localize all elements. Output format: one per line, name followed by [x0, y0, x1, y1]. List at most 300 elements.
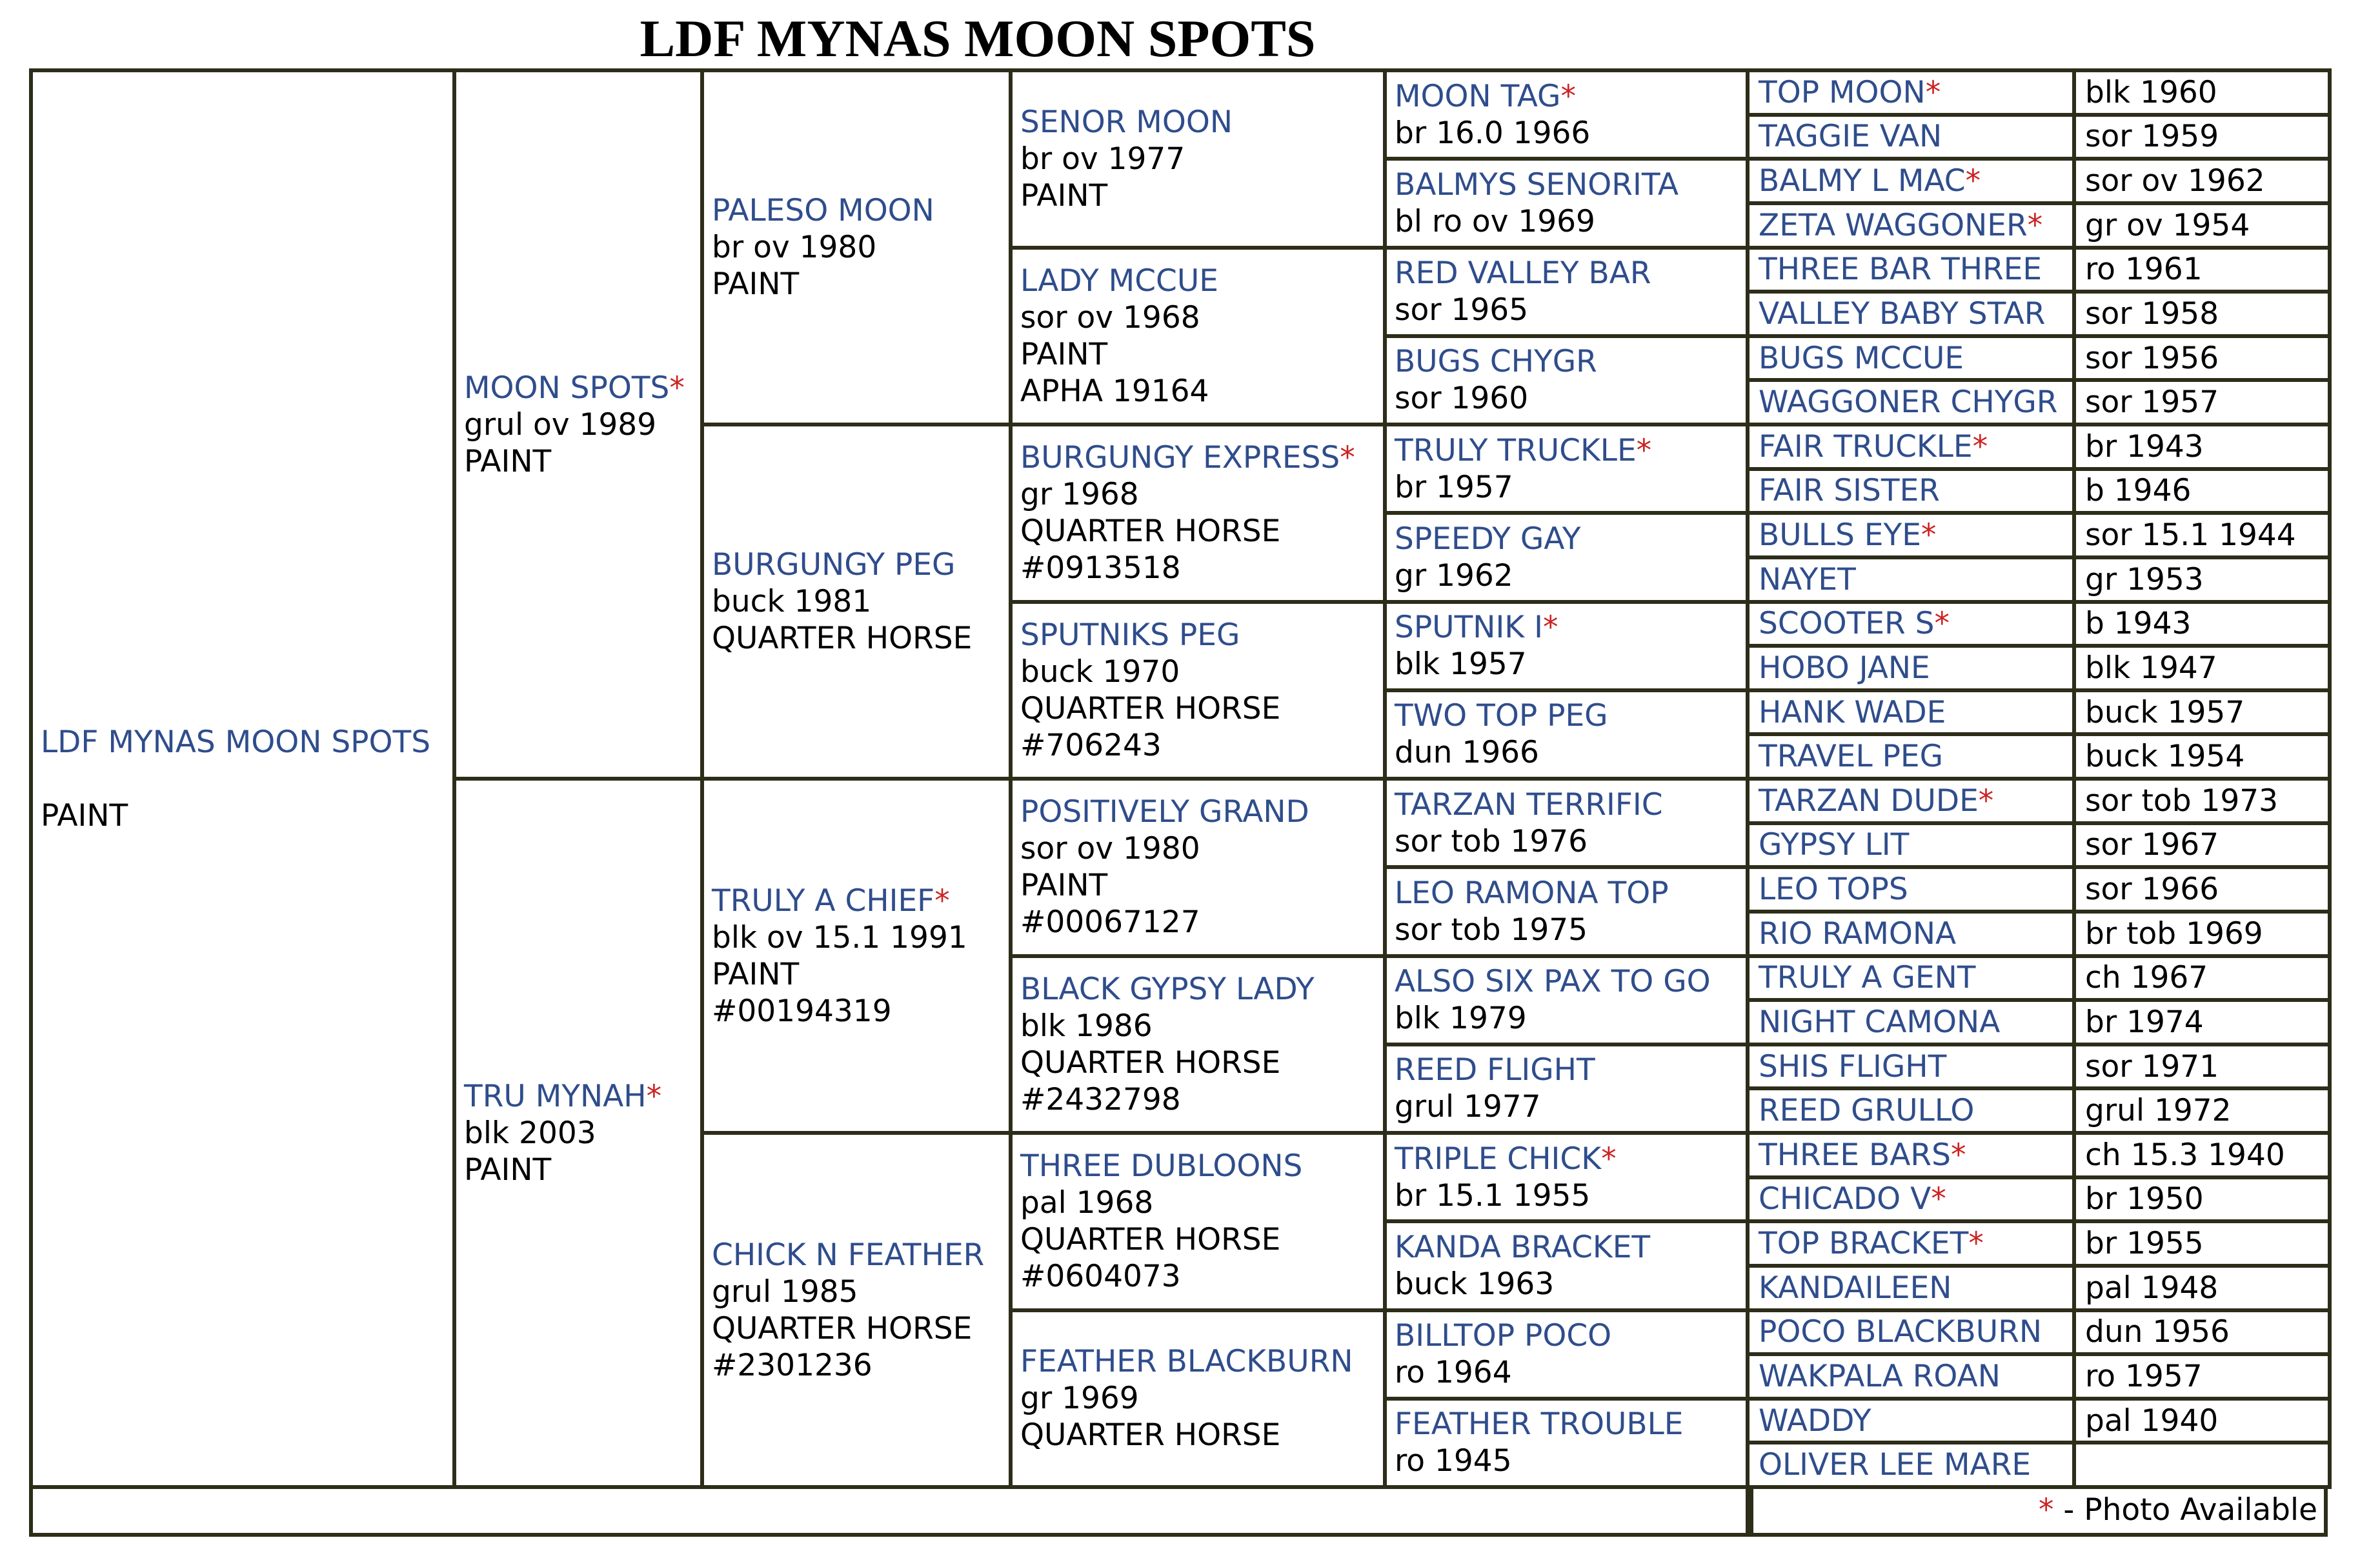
horse-detail-line: grul ov 1989: [464, 406, 657, 443]
horse-name: [1759, 472, 2068, 509]
pedigree-cell: [1746, 1175, 2080, 1224]
horse-name: [464, 370, 696, 406]
horse-name-text: SPUTNIK I: [1395, 610, 1543, 646]
horse-name: [1395, 1406, 1742, 1443]
pedigree-detail-cell: [2072, 1441, 2332, 1489]
horse-name: [1759, 163, 2068, 199]
horse-detail-line: blk 1960: [2085, 74, 2217, 110]
pedigree-cell: [1746, 688, 2080, 737]
pedigree-cell: [1383, 68, 1753, 161]
horse-name: [1759, 118, 2068, 155]
horse-detail-line: PAINT: [1020, 868, 1108, 904]
horse-name: [712, 546, 1005, 583]
legend-star: *: [2038, 1492, 2054, 1528]
pedigree-cell: [1746, 334, 2080, 383]
photo-star-icon: *: [1965, 163, 1981, 199]
horse-name-text: WADDY: [1759, 1403, 1871, 1439]
pedigree-cell: [1009, 68, 1391, 250]
horse-name-text: ALSO SIX PAX TO GO: [1395, 964, 1711, 1000]
horse-name-text: BILLTOP POCO: [1395, 1318, 1612, 1354]
horse-name: [1759, 74, 2068, 111]
horse-name-text: GYPSY LIT: [1759, 827, 1910, 863]
horse-name: [41, 724, 449, 761]
horse-name-text: THREE BARS: [1759, 1137, 1951, 1173]
pedigree-cell: [1746, 910, 2080, 958]
photo-star-icon: *: [1972, 428, 1988, 465]
horse-detail-line: pal 1968: [1020, 1185, 1154, 1221]
horse-detail-line: gr 1953: [2085, 561, 2204, 597]
horse-name: [1759, 1270, 2068, 1306]
horse-detail-line: ro 1945: [1395, 1443, 1512, 1479]
horse-name: [1020, 263, 1379, 299]
horse-name-text: OLIVER LEE MARE: [1759, 1447, 2032, 1483]
pedigree-cell: [1383, 1397, 1753, 1489]
photo-star-icon: *: [1931, 1181, 1946, 1217]
pedigree-detail-cell: [2072, 1175, 2332, 1224]
pedigree-detail-cell: [2072, 423, 2332, 471]
horse-detail-line: ro 1964: [1395, 1355, 1512, 1391]
pedigree-cell: [700, 68, 1016, 426]
horse-detail-line: QUARTER HORSE: [1020, 1222, 1281, 1258]
horse-detail-line: b 1943: [2085, 606, 2192, 642]
horse-name: [1395, 343, 1742, 380]
pedigree-cell: [1383, 1308, 1753, 1401]
horse-name-text: RED VALLEY BAR: [1395, 255, 1651, 292]
horse-name-text: TWO TOP PEG: [1395, 698, 1608, 734]
horse-name-text: HOBO JANE: [1759, 650, 1930, 686]
horse-name-text: BURGUNGY PEG: [712, 547, 956, 583]
pedigree-cell: [1383, 600, 1753, 692]
pedigree-detail-cell: [2072, 821, 2332, 870]
horse-name-text: LADY MCCUE: [1020, 263, 1218, 299]
horse-name-text: SPUTNIKS PEG: [1020, 617, 1240, 653]
horse-name-text: FEATHER TROUBLE: [1395, 1406, 1684, 1443]
horse-name: [1759, 959, 2068, 996]
horse-detail-line: br 1950: [2085, 1181, 2204, 1217]
pedigree-cell: [1383, 334, 1753, 426]
pedigree-detail-cell: [2072, 157, 2332, 205]
pedigree-cell: [1746, 555, 2080, 604]
horse-name-text: WAGGONER CHYGR: [1759, 385, 2058, 421]
chart-footer: [29, 1485, 1753, 1537]
horse-name-text: FAIR SISTER: [1759, 473, 1940, 509]
horse-name-text: BUGS CHYGR: [1395, 344, 1597, 380]
horse-detail-line: #0604073: [1020, 1259, 1181, 1295]
pedigree-cell: [1383, 865, 1753, 957]
horse-name: [1759, 783, 2068, 819]
pedigree-detail-cell: [2072, 998, 2332, 1046]
horse-name: [464, 1078, 696, 1115]
pedigree-cell: [1383, 1043, 1753, 1135]
pedigree-chart: [29, 68, 2328, 1537]
horse-name: [1020, 104, 1379, 141]
horse-detail-line: sor 1966: [2085, 872, 2219, 908]
horse-detail-line: br ov 1977: [1020, 141, 1185, 177]
horse-name: [712, 192, 1005, 229]
horse-name: [1759, 826, 2068, 863]
pedigree-cell: [1746, 1086, 2080, 1135]
photo-star-icon: *: [1968, 1226, 1984, 1262]
horse-name-text: SPEEDY GAY: [1395, 521, 1581, 557]
photo-star-icon: *: [1925, 74, 1941, 110]
horse-name: [1759, 561, 2068, 598]
horse-detail-line: grul 1985: [712, 1274, 858, 1310]
horse-name: [1395, 609, 1742, 646]
pedigree-cell: [1009, 1308, 1391, 1490]
horse-name: [1759, 1446, 2068, 1483]
horse-detail-line: PAINT: [464, 443, 552, 479]
pedigree-detail-cell: [2072, 1308, 2332, 1357]
pedigree-detail-cell: [2072, 334, 2332, 383]
pedigree-detail-cell: [2072, 644, 2332, 692]
horse-name-text: TRULY A GENT: [1759, 960, 1976, 996]
horse-name: [1395, 1229, 1742, 1266]
horse-detail-line: b 1946: [2085, 473, 2192, 509]
horse-name: [1759, 694, 2068, 731]
horse-name-text: NIGHT CAMONA: [1759, 1004, 2001, 1040]
pedigree-detail-cell: [2072, 600, 2332, 648]
horse-name: [1759, 650, 2068, 686]
horse-detail-line: buck 1957: [2085, 694, 2245, 730]
horse-name-text: TARZAN TERRIFIC: [1395, 786, 1663, 823]
pedigree-cell: [1746, 378, 2080, 426]
photo-legend: [1746, 1485, 2328, 1537]
horse-name-text: RIO RAMONA: [1759, 915, 1957, 952]
horse-detail-line: dun 1956: [2085, 1314, 2230, 1350]
pedigree-cell: [1746, 423, 2080, 471]
horse-detail-line: #00067127: [1020, 904, 1200, 941]
photo-star-icon: *: [1601, 1141, 1617, 1177]
horse-name-text: PALESO MOON: [712, 193, 934, 228]
horse-detail-line: PAINT: [464, 1152, 552, 1188]
horse-name: [1759, 1314, 2068, 1350]
pedigree-cell: [1746, 1308, 2080, 1357]
photo-star-icon: *: [2027, 207, 2043, 243]
pedigree-cell: [1746, 1264, 2080, 1312]
photo-star-icon: *: [1560, 78, 1576, 114]
horse-name-text: CHICADO V: [1759, 1181, 1931, 1217]
horse-name-text: MOON SPOTS: [464, 370, 670, 406]
legend-text: - Photo Available: [2053, 1492, 2317, 1528]
horse-name: [1759, 1403, 2068, 1439]
horse-name: [1759, 1048, 2068, 1085]
horse-detail-line: QUARTER HORSE: [1020, 1044, 1281, 1081]
pedigree-cell: [1383, 954, 1753, 1046]
horse-name-text: LEO TOPS: [1759, 872, 1908, 908]
photo-star-icon: *: [1542, 610, 1558, 646]
horse-name-text: HANK WADE: [1759, 694, 1946, 730]
horse-detail-line: #00194319: [712, 993, 892, 1029]
horse-detail-line: blk 2003: [464, 1115, 596, 1151]
photo-star-icon: *: [1978, 783, 1994, 819]
pedigree-cell: [1746, 821, 2080, 870]
horse-detail-line: dun 1966: [1395, 735, 1539, 771]
pedigree-cell: [1746, 777, 2080, 825]
horse-name: [1759, 1358, 2068, 1395]
horse-detail-line: blk 1957: [1395, 646, 1527, 683]
pedigree-cell: [1746, 511, 2080, 559]
pedigree-cell: [1746, 246, 2080, 294]
horse-detail-line: sor ov 1980: [1020, 831, 1200, 867]
horse-detail-line: sor tob 1973: [2085, 783, 2279, 819]
horse-name: [1395, 786, 1742, 823]
horse-name: [1759, 1004, 2068, 1041]
horse-name-text: TOP MOON: [1759, 74, 1926, 110]
horse-detail-line: br tob 1969: [2085, 915, 2263, 952]
horse-detail-line: #2432798: [1020, 1081, 1181, 1117]
horse-name: [1395, 1317, 1742, 1354]
horse-name: [1020, 1343, 1379, 1380]
horse-name: [712, 883, 1005, 919]
pedigree-cell: [700, 423, 1016, 781]
horse-detail-line: sor ov 1962: [2085, 163, 2265, 199]
horse-detail-line: QUARTER HORSE: [1020, 1417, 1281, 1454]
horse-name-text: REED GRULLO: [1759, 1093, 1975, 1129]
horse-detail-line: gr 1968: [1020, 477, 1139, 513]
pedigree-detail-cell: [2072, 732, 2332, 781]
pedigree-cell: [1746, 157, 2080, 205]
horse-name: [1395, 432, 1742, 469]
horse-name-text: TRULY A CHIEF: [712, 883, 935, 919]
pedigree-cell: [29, 68, 460, 1489]
horse-detail-line: buck 1970: [1020, 654, 1180, 690]
pedigree-cell: [1009, 246, 1391, 427]
horse-detail-line: sor 1959: [2085, 119, 2219, 155]
photo-star-icon: *: [646, 1078, 662, 1114]
pedigree-detail-cell: [2072, 1264, 2332, 1312]
horse-name: [1395, 1052, 1742, 1088]
horse-detail-line: QUARTER HORSE: [712, 621, 973, 656]
horse-detail-line: blk 1947: [2085, 650, 2217, 686]
horse-name: [1395, 697, 1742, 734]
horse-name-text: BALMYS SENORITA: [1395, 166, 1679, 203]
pedigree-cell: [1383, 777, 1753, 869]
horse-name-text: VALLEY BABY STAR: [1759, 295, 2046, 332]
horse-detail-line: ch 1967: [2085, 960, 2208, 996]
horse-name: [1759, 251, 2068, 288]
horse-detail-line: [2085, 1446, 2320, 1483]
horse-detail-line: ro 1957: [2085, 1358, 2203, 1394]
horse-detail-line: gr ov 1954: [2085, 207, 2250, 243]
horse-name-text: TRU MYNAH: [464, 1078, 647, 1114]
horse-detail-line: buck 1981: [712, 584, 872, 619]
pedigree-detail-cell: [2072, 1352, 2332, 1401]
horse-detail-line: PAINT: [1020, 177, 1108, 214]
horse-name: [1395, 255, 1742, 292]
horse-detail-line: br 1943: [2085, 428, 2204, 465]
pedigree-detail-cell: [2072, 511, 2332, 559]
horse-detail-line: ch 15.3 1940: [2085, 1137, 2285, 1173]
pedigree-detail-cell: [2072, 201, 2332, 250]
horse-detail-line: sor tob 1975: [1395, 912, 1588, 948]
horse-detail-line: sor 1958: [2085, 295, 2219, 332]
photo-star-icon: *: [669, 370, 685, 406]
horse-detail-line: buck 1963: [1395, 1266, 1555, 1302]
pedigree-detail-cell: [2072, 777, 2332, 825]
horse-name-text: LDF MYNAS MOON SPOTS: [41, 724, 431, 760]
horse-name-text: BALMY L MAC: [1759, 163, 1966, 199]
horse-name: [1395, 875, 1742, 912]
horse-detail-line: bl ro ov 1969: [1395, 203, 1595, 239]
pedigree-cell: [1746, 113, 2080, 161]
pedigree-cell: [1746, 600, 2080, 648]
horse-name-text: SCOOTER S: [1759, 606, 1935, 642]
horse-name: [1759, 517, 2068, 554]
horse-name: [1395, 166, 1742, 203]
horse-detail-line: blk ov 15.1 1991: [712, 919, 967, 955]
pedigree-cell: [1746, 865, 2080, 914]
horse-name: [1759, 295, 2068, 332]
pedigree-cell: [1746, 1397, 2080, 1445]
horse-name-text: BUGS MCCUE: [1759, 340, 1964, 376]
pedigree-cell: [452, 777, 708, 1489]
horse-name-text: CHICK N FEATHER: [712, 1237, 985, 1273]
photo-star-icon: *: [1636, 432, 1652, 468]
pedigree-cell: [452, 68, 708, 781]
photo-star-icon: *: [1934, 606, 1950, 642]
pedigree-detail-cell: [2072, 1219, 2332, 1268]
pedigree-cell: [1746, 467, 2080, 515]
horse-name: [1759, 738, 2068, 775]
horse-name-text: TRIPLE CHICK: [1395, 1141, 1602, 1177]
horse-name: [1759, 207, 2068, 244]
pedigree-detail-cell: [2072, 954, 2332, 1003]
horse-name: [1395, 78, 1742, 115]
horse-name-text: TAGGIE VAN: [1759, 119, 1942, 155]
pedigree-detail-cell: [2072, 290, 2332, 338]
pedigree-detail-cell: [2072, 688, 2332, 737]
horse-detail-line: sor 1967: [2085, 827, 2219, 863]
pedigree-cell: [1009, 777, 1391, 958]
photo-star-icon: *: [934, 883, 950, 919]
horse-name: [1759, 1181, 2068, 1217]
horse-name-text: WAKPALA ROAN: [1759, 1358, 2001, 1394]
horse-name-text: THREE DUBLOONS: [1020, 1148, 1303, 1184]
horse-name-text: LEO RAMONA TOP: [1395, 875, 1669, 911]
horse-name-text: BULLS EYE: [1759, 517, 1921, 554]
pedigree-detail-cell: [2072, 910, 2332, 958]
horse-detail-line: PAINT: [712, 956, 800, 992]
horse-detail-line: [41, 761, 449, 797]
photo-star-icon: *: [1340, 440, 1355, 476]
pedigree-detail-cell: [2072, 1043, 2332, 1091]
pedigree-detail-cell: [2072, 467, 2332, 515]
pedigree-cell: [1383, 246, 1753, 338]
horse-name-text: TRAVEL PEG: [1759, 739, 1944, 775]
horse-detail-line: gr 1969: [1020, 1381, 1139, 1417]
pedigree-cell: [1383, 423, 1753, 515]
horse-detail-line: br 15.1 1955: [1395, 1177, 1591, 1214]
horse-detail-line: blk 1979: [1395, 1001, 1527, 1037]
pedigree-cell: [1746, 1219, 2080, 1268]
photo-star-icon: *: [1921, 517, 1937, 554]
horse-name-text: TOP BRACKET: [1759, 1226, 1969, 1262]
horse-name: [1759, 915, 2068, 952]
horse-detail-line: pal 1940: [2085, 1403, 2219, 1439]
horse-detail-line: ro 1961: [2085, 252, 2203, 288]
horse-detail-line: sor 1965: [1395, 292, 1529, 328]
pedigree-cell: [700, 1131, 1016, 1489]
pedigree-cell: [1009, 954, 1391, 1135]
horse-detail-line: APHA 19164: [1020, 373, 1209, 409]
horse-name-text: MOON TAG: [1395, 78, 1561, 114]
pedigree-cell: [700, 777, 1016, 1135]
horse-detail-line: br 1957: [1395, 469, 1513, 505]
horse-detail-line: br ov 1980: [712, 230, 877, 265]
horse-detail-line: grul 1977: [1395, 1089, 1541, 1125]
horse-detail-line: br 16.0 1966: [1395, 115, 1591, 151]
horse-detail-line: PAINT: [41, 797, 128, 834]
horse-name: [1759, 340, 2068, 377]
horse-name: [1020, 617, 1379, 654]
horse-detail-line: br 1974: [2085, 1004, 2204, 1040]
horse-detail-line: #0913518: [1020, 550, 1181, 586]
pedigree-cell: [1383, 157, 1753, 249]
pedigree-detail-cell: [2072, 1397, 2332, 1445]
horse-name-text: SENOR MOON: [1020, 104, 1233, 140]
horse-name-text: NAYET: [1759, 561, 1856, 597]
pedigree-cell: [1746, 68, 2080, 117]
pedigree-detail-cell: [2072, 246, 2332, 294]
horse-name-text: TARZAN DUDE: [1759, 783, 1979, 819]
horse-detail-line: buck 1954: [2085, 739, 2245, 775]
horse-name: [1759, 1092, 2068, 1129]
horse-detail-line: br 1955: [2085, 1226, 2204, 1262]
horse-detail-line: blk 1986: [1020, 1008, 1153, 1044]
pedigree-detail-cell: [2072, 68, 2332, 117]
horse-name-text: THREE BAR THREE: [1759, 252, 2042, 288]
horse-name-text: BLACK GYPSY LADY: [1020, 971, 1315, 1007]
pedigree-cell: [1383, 688, 1753, 781]
pedigree-cell: [1746, 201, 2080, 250]
horse-name: [712, 1237, 1005, 1274]
horse-detail-line: PAINT: [712, 266, 800, 302]
pedigree-cell: [1746, 1131, 2080, 1179]
horse-name: [1759, 384, 2068, 421]
horse-name: [1395, 963, 1742, 1000]
horse-detail-line: sor ov 1968: [1020, 299, 1200, 335]
horse-detail-line: gr 1962: [1395, 557, 1513, 594]
horse-detail-line: sor tob 1976: [1395, 823, 1588, 859]
pedigree-detail-cell: [2072, 865, 2332, 914]
pedigree-detail-cell: [2072, 1086, 2332, 1135]
horse-detail-line: sor 1956: [2085, 340, 2219, 376]
pedigree-detail-cell: [2072, 113, 2332, 161]
pedigree-cell: [1746, 290, 2080, 338]
horse-name: [1759, 428, 2068, 465]
horse-name: [1020, 794, 1379, 830]
horse-name-text: POSITIVELY GRAND: [1020, 794, 1309, 830]
pedigree-cell: [1746, 732, 2080, 781]
pedigree-detail-cell: [2072, 555, 2332, 604]
pedigree-cell: [1746, 1043, 2080, 1091]
pedigree-cell: [1746, 1441, 2080, 1489]
horse-name-text: FAIR TRUCKLE: [1759, 428, 1973, 465]
horse-detail-line: QUARTER HORSE: [1020, 690, 1281, 726]
horse-name-text: KANDAILEEN: [1759, 1270, 1952, 1306]
horse-name: [1020, 439, 1379, 476]
horse-detail-line: pal 1948: [2085, 1270, 2219, 1306]
horse-detail-line: grul 1972: [2085, 1093, 2232, 1129]
pedigree-cell: [1383, 1131, 1753, 1223]
horse-name: [1759, 605, 2068, 642]
horse-name-text: POCO BLACKBURN: [1759, 1314, 2042, 1350]
horse-detail-line: sor 1960: [1395, 381, 1529, 417]
horse-name: [1759, 1137, 2068, 1174]
horse-name: [1395, 1141, 1742, 1177]
pedigree-cell: [1383, 511, 1753, 603]
horse-detail-line: #706243: [1020, 727, 1162, 763]
